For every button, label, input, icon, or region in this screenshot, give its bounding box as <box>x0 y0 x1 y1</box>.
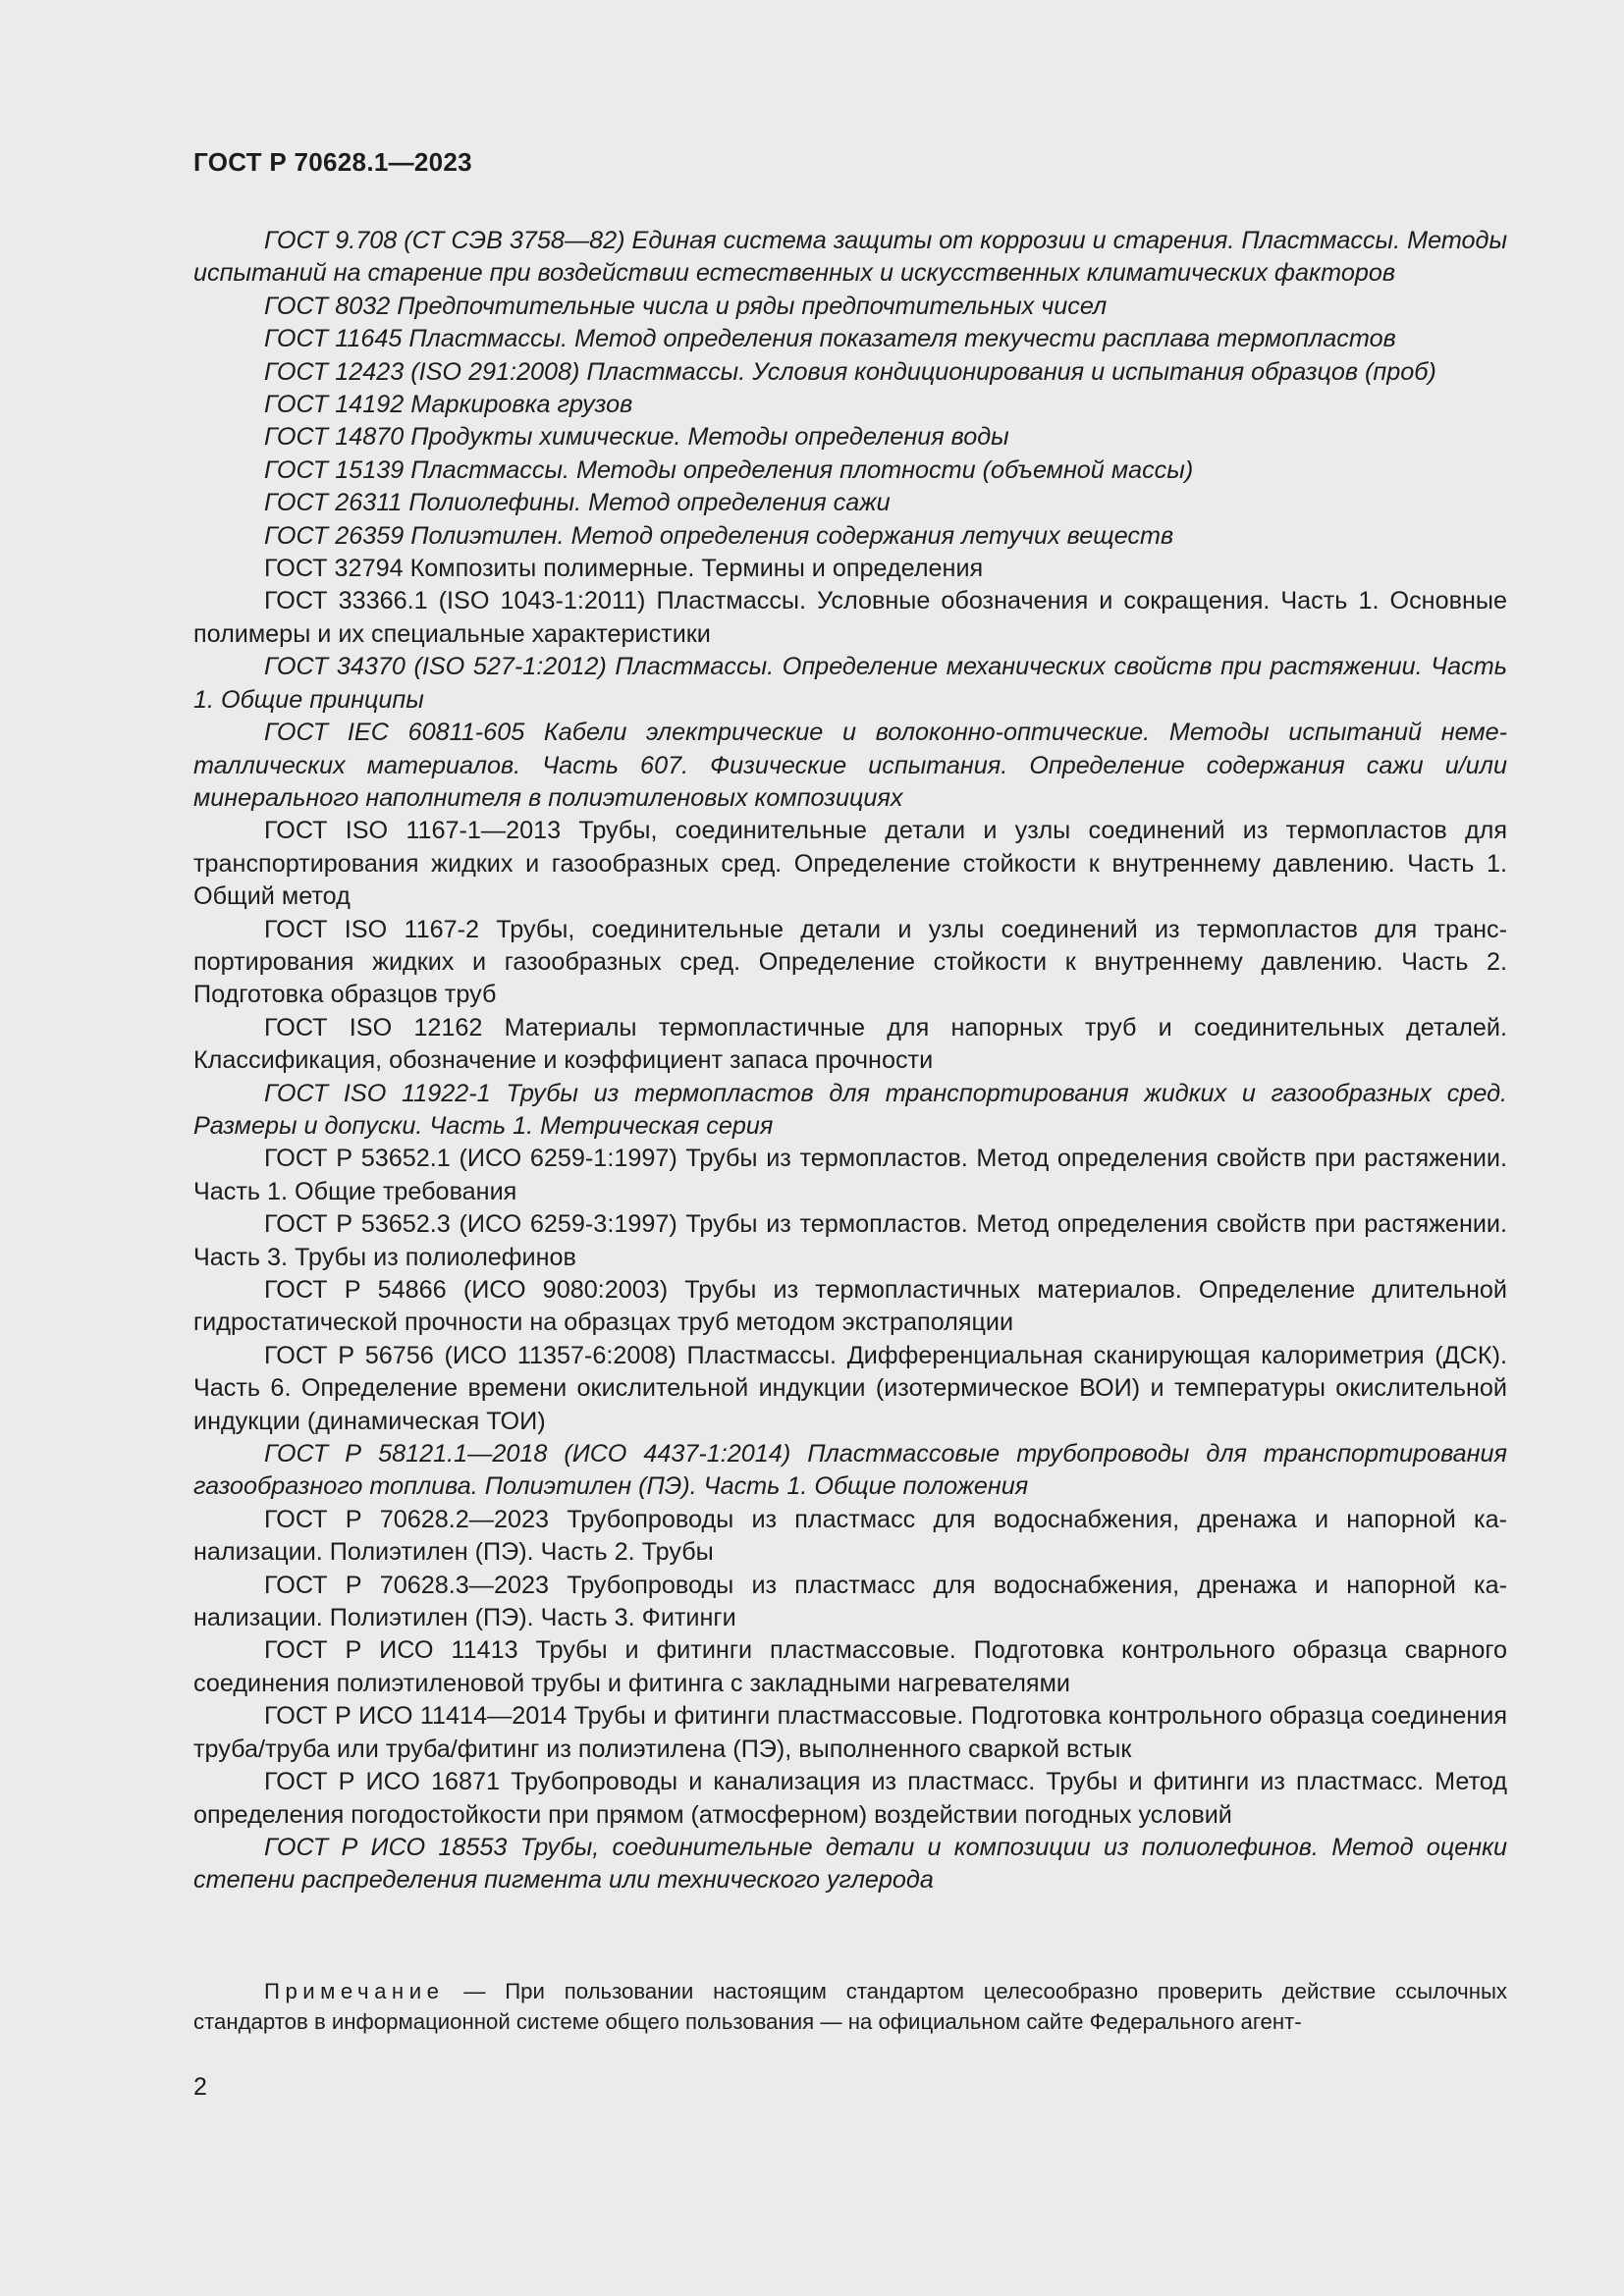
reference-entry: ГОСТ 9.708 (СТ СЭВ 3758—82) Единая система защиты от коррозии и старения. Пластмассы. Методы испытаний на старение при воздействии естественных и искусственных климатических факторов <box>193 227 1507 288</box>
reference-entry: ГОСТ Р ИСО 16871 Трубопроводы и канализация из пластмасс. Трубы и фитинги из пластмасс. Метод определения погодостойкости при прямом (атмосферном) воздействии погодных условий <box>193 1768 1507 1829</box>
normative-references-list <box>193 225 1507 1897</box>
reference-entry: ГОСТ 26311 Полиолефины. Метод определения сажи <box>264 489 891 517</box>
reference-entry: ГОСТ Р 70628.2—2023 Трубопроводы из пластмасс для водоснабжения, дренажа и напорной канализации. Полиэтилен (ПЭ). Часть 2. Трубы <box>193 1505 1507 1567</box>
reference-entry: ГОСТ Р 56756 (ИСО 11357-6:2008) Пластмассы. Дифференциальная сканирующая калориметрия (ДСК). Часть 6. Определение времени окислительной индукции (изотермическое ВОИ) и температуры окислительной индукции (динамическая ТОИ) <box>193 1341 1507 1435</box>
reference-entry: ГОСТ Р 58121.1—2018 (ИСО 4437-1:2014) Пластмассовые трубопроводы для транспортирования газообразного топлива. Полиэтилен (ПЭ). Часть 1. Общие положения <box>193 1440 1507 1501</box>
reference-entry: ГОСТ Р ИСО 11413 Трубы и фитинги пластмассовые. Подготовка контрольного образца сварного соединения полиэтиленовой трубы и фитинга с закладными нагревателями <box>193 1636 1507 1697</box>
reference-entry: ГОСТ Р 70628.3—2023 Трубопроводы из пластмасс для водоснабжения, дренажа и напорной канализации. Полиэтилен (ПЭ). Часть 3. Фитинги <box>193 1571 1507 1632</box>
reference-entry: ГОСТ ISO 12162 Материалы термопластичные для напорных труб и соединительных деталей. Классификация, обозначение и коэффициент запаса прочности <box>193 1013 1507 1075</box>
note-paragraph <box>193 1976 1507 2037</box>
reference-entry: ГОСТ 14192 Маркировка грузов <box>264 391 633 419</box>
reference-entry: ГОСТ ISO 1167-1—2013 Трубы, соединительные детали и узлы соединений из термопластов для транспортирования жидких и газообразных сред. Определение стойкости к внутреннему давлению. Часть 1. Общий метод <box>193 817 1507 911</box>
note-text: — При пользовании настоящим стандартом целесообразно проверить действие ссылочных стандартов в информационной системе общего пользования — на официальном сайте Федерального агент- <box>193 1979 1507 2034</box>
document-header-code: ГОСТ Р 70628.1—2023 <box>193 147 472 177</box>
reference-entry: ГОСТ 8032 Предпочтительные числа и ряды предпочтительных чисел <box>264 292 1108 320</box>
reference-entry: ГОСТ IEC 60811-605 Кабели электрические и волоконно-оптические. Методы испытаний неметаллических материалов. Часть 607. Физические испытания. Определение содержания сажи и/или минерального наполнителя в полиэтиленовых композициях <box>193 719 1507 812</box>
reference-entry: ГОСТ 26359 Полиэтилен. Метод определения содержания летучих веществ <box>264 521 1174 550</box>
reference-entry: ГОСТ Р 54866 (ИСО 9080:2003) Трубы из термопластичных материалов. Определение длительной гидростатической прочности на образцах труб методом экстраполяции <box>193 1276 1507 1337</box>
reference-entry: ГОСТ 34370 (ISO 527-1:2012) Пластмассы. Определение механических свойств при растяжении. Часть 1. Общие принципы <box>193 653 1507 714</box>
page-number: 2 <box>193 2073 207 2101</box>
reference-entry: ГОСТ 15139 Пластмассы. Методы определения плотности (объемной массы) <box>264 455 1194 484</box>
reference-entry: ГОСТ 33366.1 (ISO 1043-1:2011) Пластмассы. Условные обозначения и сокращения. Часть 1. Основные полимеры и их специальные характеристики <box>193 587 1507 648</box>
reference-entry: ГОСТ 32794 Композиты полимерные. Термины и определения <box>264 555 984 583</box>
reference-entry: ГОСТ 14870 Продукты химические. Методы определения воды <box>264 423 1009 452</box>
reference-entry: ГОСТ ISO 1167-2 Трубы, соединительные детали и узлы соединений из термопластов для транспортирования жидких и газообразных сред. Определение стойкости к внутреннему давлению. Часть 2. Подготовка образцов труб <box>193 915 1507 1009</box>
reference-entry: ГОСТ Р 53652.1 (ИСО 6259-1:1997) Трубы из термопластов. Метод определения свойств при растяжении. Часть 1. Общие требования <box>193 1145 1507 1205</box>
reference-entry: ГОСТ 11645 Пластмассы. Метод определения показателя текучести расплава термопластов <box>264 325 1396 353</box>
reference-entry: ГОСТ Р ИСО 11414—2014 Трубы и фитинги пластмассовые. Подготовка контрольного образца соединения труба/труба или труба/фитинг из полиэтилена (ПЭ), выполненного сваркой встык <box>193 1702 1507 1763</box>
reference-entry: ГОСТ ISO 11922-1 Трубы из термопластов для транспортирования жидких и газообразных сред. Размеры и допуски. Часть 1. Метрическая серия <box>193 1079 1507 1140</box>
reference-entry: ГОСТ Р ИСО 18553 Трубы, соединительные детали и композиции из полиолефинов. Метод оценки степени распределения пигмента или технического углерода <box>193 1833 1507 1895</box>
note-label: Примечание <box>264 1979 445 2003</box>
reference-entry: ГОСТ 12423 (ISO 291:2008) Пластмассы. Условия кондиционирования и испытания образцов (проб) <box>264 357 1436 386</box>
reference-entry: ГОСТ Р 53652.3 (ИСО 6259-3:1997) Трубы из термопластов. Метод определения свойств при растяжении. Часть 3. Трубы из полиолефинов <box>193 1210 1507 1271</box>
